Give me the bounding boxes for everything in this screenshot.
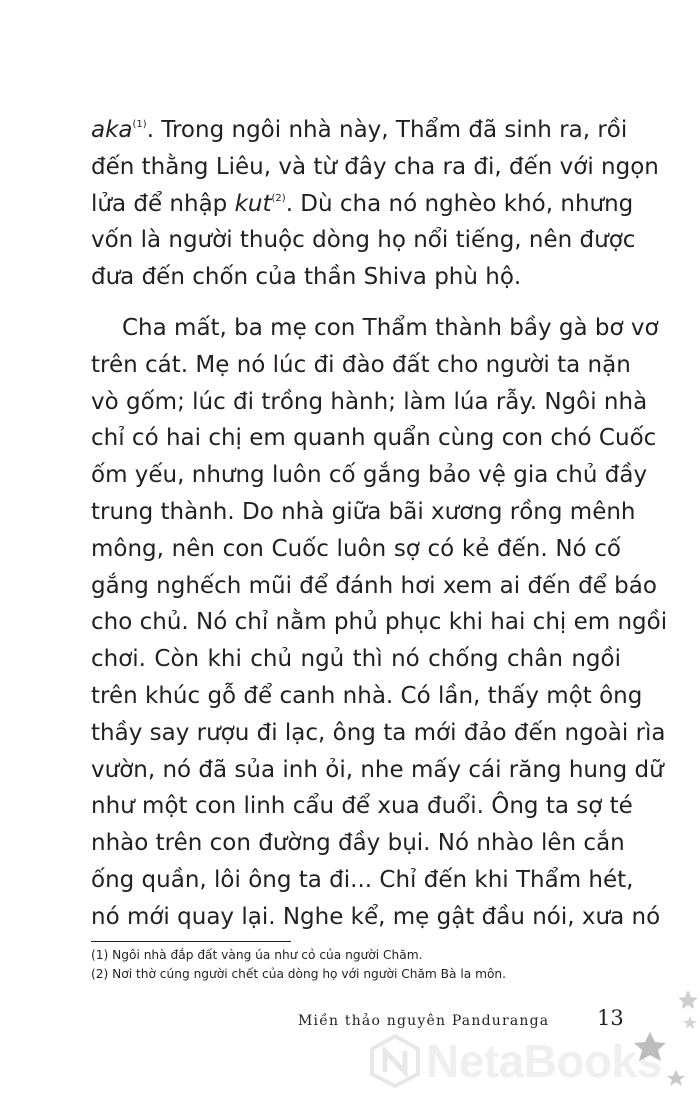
text-line: thầy say rượu đi lạc, ông ta mới đảo đến ngoài rìa	[91, 719, 666, 746]
netabooks-logo-icon	[368, 1034, 422, 1088]
body-text	[91, 112, 668, 936]
footnote-2: (2) Nơi thờ cúng người chết của dòng họ với người Chăm Bà la môn.	[91, 967, 507, 981]
text-line: vò gốm; lúc đi trồng hành; làm lúa rẫy. Ngôi nhà	[91, 388, 648, 415]
text-line: nó mới quay lại. Nghe kể, mẹ gật đầu nói, xưa nó	[91, 903, 661, 930]
watermark-text: NetaBooks	[426, 1035, 662, 1087]
text-line: vườn, nó đã sủa inh ỏi, nhe mấy cái răng hung dữ	[91, 756, 664, 783]
text-line: chỉ có hai chị em quanh quẩn cùng con chó Cuốc	[91, 425, 657, 452]
text-line: aka$^{(1)}$. Trong ngôi nhà này, Thẩm đã sinh ra, rồi	[91, 117, 628, 143]
text-line: Cha mất, ba mẹ con Thẩm thành bầy gà bơ vơ	[122, 314, 659, 341]
footnote-ref-2: (2)	[271, 192, 286, 204]
text-line: đến thằng Liêu, và từ đây cha ra đi, đến với ngọn	[91, 153, 659, 180]
text-line: cho chủ. Nó chỉ nằm phủ phục khi hai chị em ngồi	[91, 609, 668, 636]
text-line: ốm yếu, nhưng luôn cố gắng bảo vệ gia chủ đầy	[91, 462, 648, 489]
page-number: 13	[597, 1006, 624, 1030]
text-line: lửa để nhập kut$^{(2)}$. Dù cha nó nghèo khó, nhưng	[91, 190, 634, 217]
text-line: trên cát. Mẹ nó lúc đi đào đất cho người ta nặn	[91, 351, 631, 378]
text-line: chơi. Còn khi chủ ngủ thì nó chống chân ngồi	[91, 646, 621, 673]
netabooks-watermark	[364, 1028, 700, 1098]
text-line: trung thành. Do nhà giữa bãi xương rồng mênh	[91, 498, 636, 525]
text-line: đưa đến chốn của thần Shiva phù hộ.	[91, 264, 522, 291]
footnote-divider	[91, 941, 291, 942]
text-line: mông, nên con Cuốc luôn sợ có kẻ đến. Nó cố	[91, 535, 621, 562]
text-line: vốn là người thuộc dòng họ nổi tiếng, nên được	[91, 227, 636, 254]
text-line: gắng nghếch mũi để đánh hơi xem ai đến để báo	[91, 572, 657, 599]
text-line: như một con linh cẩu để xua đuổi. Ông ta sợ té	[91, 793, 633, 820]
running-head: Miền thảo nguyên Panduranga	[298, 1013, 550, 1029]
text-line: nhào trên con đường đầy bụi. Nó nhào lên cắn	[91, 830, 625, 857]
text-line: trên khúc gỗ để canh nhà. Có lần, thấy một ông	[91, 682, 643, 709]
footnote-1: (1) Ngôi nhà đắp đất vàng úa như cỏ của người Chăm.	[91, 948, 423, 962]
text-line: ống quần, lôi ông ta đi... Chỉ đến khi Thẩm hét,	[91, 866, 634, 893]
footnote-ref-1: (1)	[132, 119, 147, 130]
footnotes	[91, 946, 506, 984]
